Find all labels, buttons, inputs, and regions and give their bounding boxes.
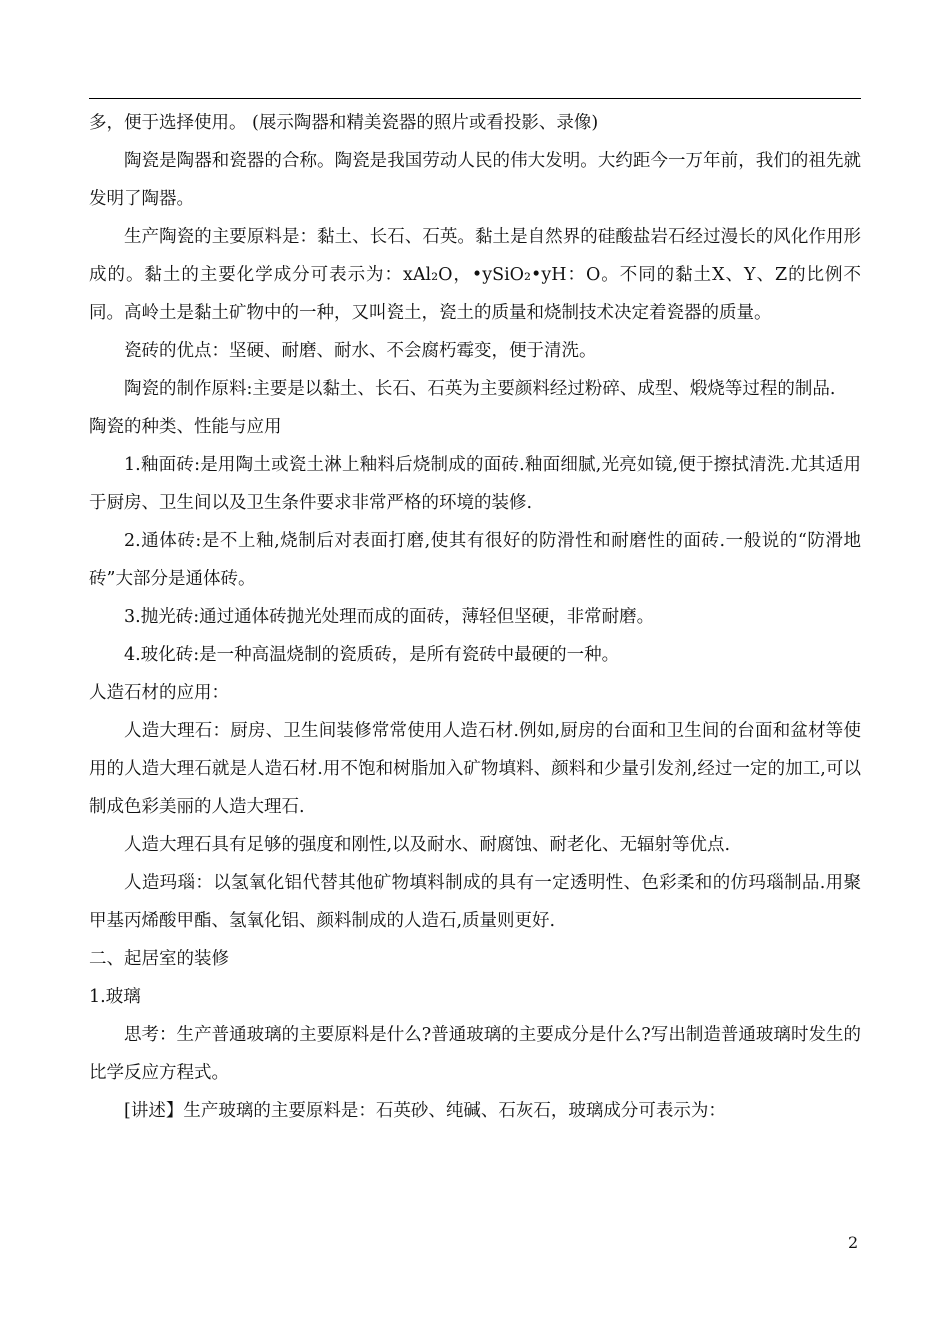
section-heading: 陶瓷的种类、性能与应用: [89, 417, 282, 437]
header-rule: [89, 98, 861, 99]
paragraph: 陶瓷的制作原料:主要是以黏土、长石、石英为主要颜料经过粉碎、成型、煅烧等过程的制品.: [124, 379, 836, 399]
page-number: 2: [848, 1233, 859, 1252]
paragraph: 生产陶瓷的主要原料是：黏土、长石、石英。黏土是自然界的硅酸盐岩石经过漫长的风化作用形成的。黏土的主要化学成分可表示为：xAl₂O，•ySiO₂•yH：O。不同的黏土X、Y、Z的比例不同。高岭土是黏土矿物中的一种，又叫瓷土，瓷土的质量和烧制技术决定着瓷器的质量。: [89, 227, 861, 323]
paragraph: 多，便于选择使用。 (展示陶器和精美瓷器的照片或看投影、录像): [89, 113, 599, 133]
paragraph: 思考：生产普通玻璃的主要原料是什么?普通玻璃的主要成分是什么?写出制造普通玻璃时发生的比学反应方程式。: [89, 1025, 861, 1083]
paragraph: 1.釉面砖:是用陶土或瓷土淋上釉料后烧制成的面砖.釉面细腻,光亮如镜,便于擦拭清洗.尤其适用于厨房、卫生间以及卫生条件要求非常严格的环境的装修.: [89, 455, 861, 513]
section-heading: 人造石材的应用：: [89, 683, 229, 703]
paragraph: 瓷砖的优点：坚硬、耐磨、耐水、不会腐朽霉变，便于清洗。: [124, 341, 597, 361]
paragraph: 人造玛瑙：以氢氧化铝代替其他矿物填料制成的具有一定透明性、色彩柔和的仿玛瑙制品.用聚甲基丙烯酸甲酯、氢氧化铝、颜料制成的人造石,质量则更好.: [89, 873, 861, 931]
paragraph: [讲述】生产玻璃的主要原料是：石英砂、纯碱、石灰石，玻璃成分可表示为：: [124, 1101, 726, 1121]
section-heading: 二、起居室的装修: [89, 949, 229, 969]
document-body: [89, 104, 861, 1130]
paragraph: 3.抛光砖:通过通体砖抛光处理而成的面砖，薄轻但坚硬，非常耐磨。: [124, 607, 655, 627]
subsection-heading: 1.玻璃: [89, 987, 141, 1007]
paragraph: 陶瓷是陶器和瓷器的合称。陶瓷是我国劳动人民的伟大发明。大约距今一万年前，我们的祖先就发明了陶器。: [89, 151, 861, 209]
paragraph: 4.玻化砖:是一种高温烧制的瓷质砖，是所有瓷砖中最硬的一种。: [124, 645, 620, 665]
paragraph: 人造大理石具有足够的强度和刚性,以及耐水、耐腐蚀、耐老化、无辐射等优点.: [124, 835, 731, 855]
paragraph: 人造大理石：厨房、卫生间装修常常使用人造石材.例如,厨房的台面和卫生间的台面和盆材等使用的人造大理石就是人造石材.用不饱和树脂加入矿物填料、颜料和少量引发剂,经过一定的加工,可以制成色彩美丽的人造大理石.: [89, 721, 861, 817]
paragraph: 2.通体砖:是不上釉,烧制后对表面打磨,使其有很好的防滑性和耐磨性的面砖.一般说的“防滑地砖”大部分是通体砖。: [89, 531, 861, 589]
